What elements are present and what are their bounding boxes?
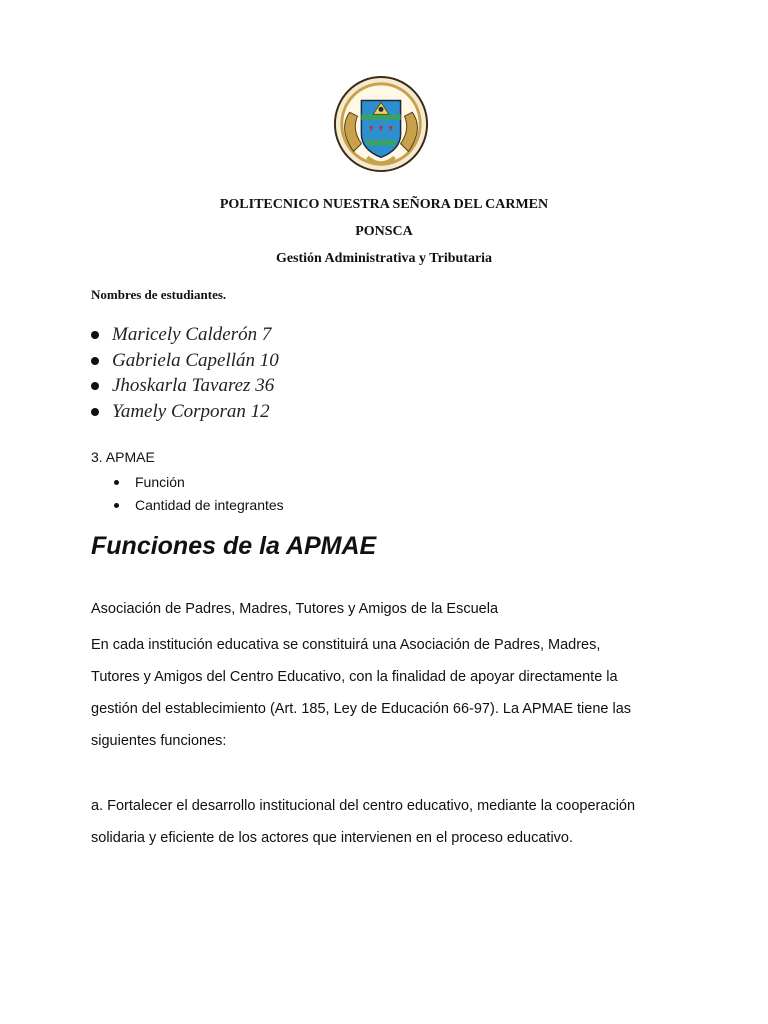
bullet-icon (114, 480, 119, 485)
student-name: Yamely Corporan 12 (112, 400, 270, 422)
bullet-icon (91, 408, 99, 416)
bullet-icon (91, 382, 99, 390)
bullet-icon (91, 331, 99, 339)
school-name: POLITECNICO NUESTRA SEÑORA DEL CARMEN (219, 197, 549, 212)
association-name: Asociación de Padres, Madres, Tutores y Amigos de la Escuela (91, 601, 499, 617)
school-acronym: PONSCA (355, 224, 413, 239)
bullet-icon (91, 357, 99, 365)
section-label: 3. APMAE (91, 449, 155, 465)
student-name: Maricely Calderón 7 (112, 324, 272, 345)
page-heading: Funciones de la APMAE (91, 532, 377, 560)
students-heading: Nombres de estudiantes. (91, 287, 227, 302)
course-name: Gestión Administrativa y Tributaria (275, 251, 493, 266)
student-name: Jhoskarla Tavarez 36 (112, 375, 275, 396)
body-paragraph: En cada institución educativa se constituirá una Asociación de Padres, Madres, Tutores y Amigos del Centro Educativo, con la finalidad de apoyar directamente la gestión del establecimiento (Art. 185, Ley de Educación 66-97). La APMAE tiene las siguientes funciones: (91, 637, 632, 749)
section-item: Cantidad de integrantes (135, 497, 284, 513)
student-name: Gabriela Capellán 10 (112, 349, 279, 371)
school-seal-logo (332, 74, 430, 178)
body-paragraph: a. Fortalecer el desarrollo institucional del centro educativo, mediante la cooperación solidaria y eficiente de los actores que intervienen en el proceso educativo. (91, 798, 636, 846)
bullet-icon (114, 503, 119, 508)
section-item: Función (135, 474, 185, 490)
